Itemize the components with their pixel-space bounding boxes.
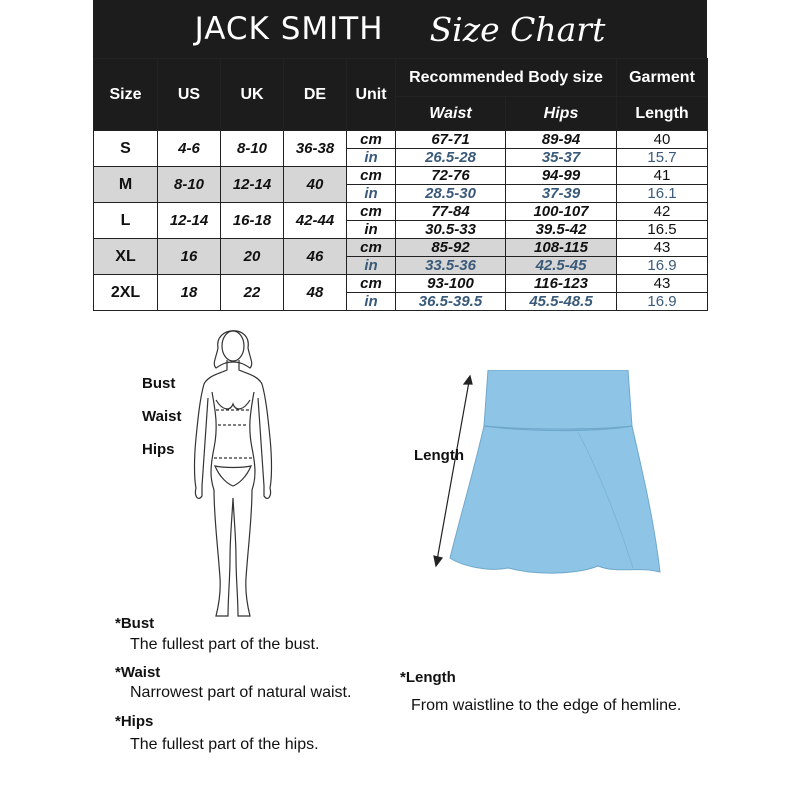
us-cell: 12-14 <box>158 203 221 239</box>
de-cell: 48 <box>284 275 347 311</box>
title-bar <box>93 0 707 58</box>
size-cell: XL <box>94 239 158 275</box>
table-row <box>94 167 708 185</box>
unit-cell: cm <box>347 275 396 293</box>
length-cell: 43 <box>617 275 708 293</box>
waist-cell: 77-84 <box>396 203 506 221</box>
unit-cell: in <box>347 257 396 275</box>
length-definition-text: From waistline to the edge of hemline. <box>411 697 682 714</box>
de-cell: 42-44 <box>284 203 347 239</box>
table-row <box>94 239 708 257</box>
hips-definition-text: The fullest part of the hips. <box>130 736 319 753</box>
unit-cell: cm <box>347 239 396 257</box>
col-size: Size <box>94 59 158 131</box>
size-cell: S <box>94 131 158 167</box>
waist-label: Waist <box>142 408 182 425</box>
waist-cell: 72-76 <box>396 167 506 185</box>
col-garment: Garment <box>617 59 708 97</box>
hips-cell: 100-107 <box>506 203 617 221</box>
hips-definition-title: *Hips <box>115 713 154 730</box>
unit-cell: in <box>347 149 396 167</box>
hips-cell: 37-39 <box>506 185 617 203</box>
us-cell: 18 <box>158 275 221 311</box>
hips-cell: 94-99 <box>506 167 617 185</box>
table-row <box>94 203 708 221</box>
us-cell: 16 <box>158 239 221 275</box>
col-unit: Unit <box>347 59 396 131</box>
waist-cell: 67-71 <box>396 131 506 149</box>
waist-cell: 26.5-28 <box>396 149 506 167</box>
unit-cell: cm <box>347 131 396 149</box>
de-cell: 36-38 <box>284 131 347 167</box>
waist-cell: 30.5-33 <box>396 221 506 239</box>
size-cell: L <box>94 203 158 239</box>
waist-definition-text: Narrowest part of natural waist. <box>130 684 352 701</box>
hips-cell: 39.5-42 <box>506 221 617 239</box>
chart-title: Size Chart <box>429 9 606 49</box>
waist-definition-title: *Waist <box>115 664 161 681</box>
us-cell: 4-6 <box>158 131 221 167</box>
unit-cell: in <box>347 221 396 239</box>
length-label: Length <box>414 447 464 464</box>
uk-cell: 16-18 <box>221 203 284 239</box>
length-cell: 16.5 <box>617 221 708 239</box>
unit-cell: cm <box>347 167 396 185</box>
hips-cell: 89-94 <box>506 131 617 149</box>
size-cell: M <box>94 167 158 203</box>
length-cell: 16.1 <box>617 185 708 203</box>
col-us: US <box>158 59 221 131</box>
body-outline-illustration <box>188 318 278 620</box>
waist-cell: 36.5-39.5 <box>396 293 506 311</box>
waist-cell: 93-100 <box>396 275 506 293</box>
table-row <box>94 131 708 149</box>
length-cell: 40 <box>617 131 708 149</box>
table-row <box>94 275 708 293</box>
col-de: DE <box>284 59 347 131</box>
length-cell: 43 <box>617 239 708 257</box>
hips-cell: 116-123 <box>506 275 617 293</box>
length-cell: 16.9 <box>617 257 708 275</box>
de-cell: 40 <box>284 167 347 203</box>
bust-definition-title: *Bust <box>115 615 155 632</box>
length-cell: 16.9 <box>617 293 708 311</box>
length-cell: 15.7 <box>617 149 708 167</box>
unit-cell: in <box>347 185 396 203</box>
hips-cell: 35-37 <box>506 149 617 167</box>
uk-cell: 8-10 <box>221 131 284 167</box>
waist-cell: 33.5-36 <box>396 257 506 275</box>
hips-cell: 108-115 <box>506 239 617 257</box>
length-cell: 41 <box>617 167 708 185</box>
size-cell: 2XL <box>94 275 158 311</box>
col-uk: UK <box>221 59 284 131</box>
hips-label: Hips <box>142 441 175 458</box>
uk-cell: 22 <box>221 275 284 311</box>
col-body-group: Recommended Body size <box>396 59 617 97</box>
brand-name: JACK SMITH <box>194 11 384 47</box>
col-length: Length <box>617 97 708 131</box>
col-waist: Waist <box>396 97 506 131</box>
unit-cell: cm <box>347 203 396 221</box>
de-cell: 46 <box>284 239 347 275</box>
us-cell: 8-10 <box>158 167 221 203</box>
hips-cell: 45.5-48.5 <box>506 293 617 311</box>
waist-cell: 85-92 <box>396 239 506 257</box>
size-table <box>93 58 708 311</box>
length-definition-title: *Length <box>400 669 456 686</box>
col-hips: Hips <box>506 97 617 131</box>
bust-definition-text: The fullest part of the bust. <box>130 636 320 653</box>
bust-label: Bust <box>142 375 176 392</box>
uk-cell: 12-14 <box>221 167 284 203</box>
uk-cell: 20 <box>221 239 284 275</box>
skirt-illustration <box>428 370 668 580</box>
unit-cell: in <box>347 293 396 311</box>
length-cell: 42 <box>617 203 708 221</box>
hips-cell: 42.5-45 <box>506 257 617 275</box>
waist-cell: 28.5-30 <box>396 185 506 203</box>
